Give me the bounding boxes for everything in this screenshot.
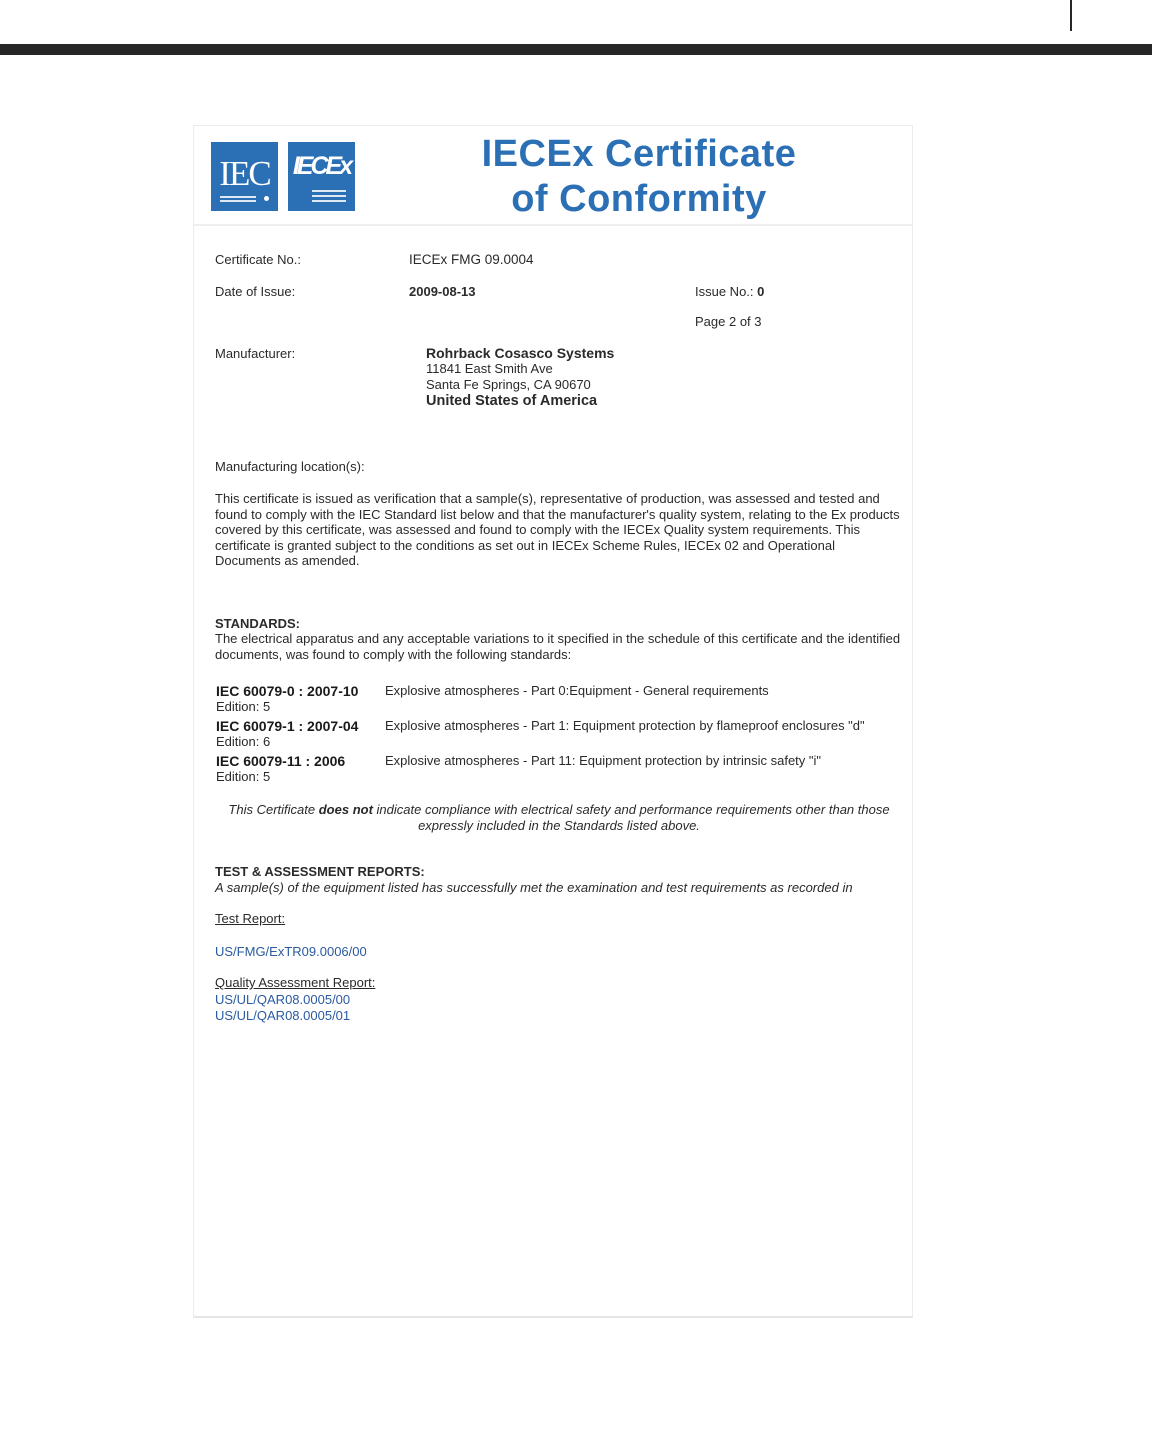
issue-number-label: Issue No.: [695, 284, 754, 299]
iec-logo [211, 142, 278, 211]
manufacturer-country: United States of America [426, 393, 598, 409]
issue-number-value: 0 [757, 284, 765, 299]
date-of-issue-value: 2009-08-13 [409, 284, 476, 299]
standard-description: Explosive atmospheres - Part 1: Equipment protection by flameproof enclosures "d" [385, 718, 865, 733]
certificate-statement [215, 491, 910, 569]
iecex-logo-line [312, 200, 346, 202]
statement-line: This certificate is issued as verification that a sample(s), representative of production, was assessed and tested and [215, 491, 880, 506]
iecex-logo-line [312, 190, 346, 192]
test-report-label: Test Report: [215, 911, 286, 926]
iecex-logo-line [312, 195, 346, 197]
issue-number [695, 284, 764, 299]
manufacturer-name: Rohrback Cosasco Systems [426, 345, 615, 361]
certificate-number-label: Certificate No.: [215, 252, 301, 267]
note-text: indicate compliance with electrical safety and performance requirements other than those [372, 802, 890, 817]
note-text: This Certificate [228, 802, 319, 817]
iec-logo-line [220, 196, 256, 198]
iec-logo-dot [264, 196, 269, 201]
document-title [464, 132, 814, 222]
standard-code: IEC 60079-11 : 2006 [216, 753, 346, 769]
certificate-page [193, 125, 913, 1318]
qa-report-link[interactable]: US/UL/QAR08.0005/00 [215, 992, 351, 1007]
test-report-link[interactable]: US/FMG/ExTR09.0006/00 [215, 944, 367, 959]
manufacturer-address-2: Santa Fe Springs, CA 90670 [426, 377, 591, 392]
page-top-bar [0, 44, 1152, 55]
certificate-number-value: IECEx FMG 09.0004 [409, 252, 534, 267]
quality-assessment-label: Quality Assessment Report: [215, 975, 376, 990]
header-divider [194, 224, 912, 226]
manufacturing-locations-label: Manufacturing location(s): [215, 459, 365, 474]
standard-code: IEC 60079-0 : 2007-10 [216, 683, 359, 699]
date-of-issue-label: Date of Issue: [215, 284, 296, 299]
standard-edition: Edition: 5 [216, 699, 271, 714]
standard-edition: Edition: 5 [216, 769, 271, 784]
statement-line: found to comply with the IEC Standard list below and that the manufacturer's quality system, relating to the Ex products [215, 506, 900, 522]
standards-intro-line: documents, was found to comply with the following standards: [215, 646, 572, 662]
standards-intro [215, 631, 910, 662]
standard-description: Explosive atmospheres - Part 11: Equipment protection by intrinsic safety "i" [385, 753, 822, 768]
standard-code: IEC 60079-1 : 2007-04 [216, 718, 359, 734]
reports-intro: A sample(s) of the equipment listed has successfully met the examination and test requirements as recorded in [215, 880, 853, 895]
iecex-logo [288, 142, 355, 211]
statement-line: Documents as amended. [215, 553, 360, 569]
statement-line: certificate is granted subject to the conditions as set out in IECEx Scheme Rules, IECEx 02 and Operational [215, 537, 835, 553]
compliance-note [214, 802, 904, 834]
title-line-1: IECEx Certificate [481, 133, 797, 175]
statement-line: covered by this certificate, was assessed and found to comply with the IECEx Quality system requirements. This [215, 522, 860, 538]
iec-logo-line [220, 200, 256, 202]
page-number: Page 2 of 3 [695, 314, 762, 329]
standard-description: Explosive atmospheres - Part 0:Equipment - General requirements [385, 683, 769, 698]
standard-edition: Edition: 6 [216, 734, 271, 749]
title-line-2: of Conformity [511, 178, 767, 220]
page-edge-tick [1070, 0, 1072, 31]
reports-heading: TEST & ASSESSMENT REPORTS: [215, 864, 425, 879]
note-emphasis: does not [318, 802, 373, 817]
iecex-logo-text: IECEx [292, 152, 351, 180]
standards-heading: STANDARDS: [215, 616, 300, 631]
note-line-2: expressly included in the Standards listed above. [418, 818, 700, 833]
iec-logo-text: IEC [219, 154, 270, 193]
manufacturer-address-1: 11841 East Smith Ave [426, 361, 553, 376]
standards-intro-line: The electrical apparatus and any acceptable variations to it specified in the schedule of this certificate and the identified [215, 631, 901, 646]
manufacturer-label: Manufacturer: [215, 346, 296, 361]
qa-report-link[interactable]: US/UL/QAR08.0005/01 [215, 1008, 351, 1023]
